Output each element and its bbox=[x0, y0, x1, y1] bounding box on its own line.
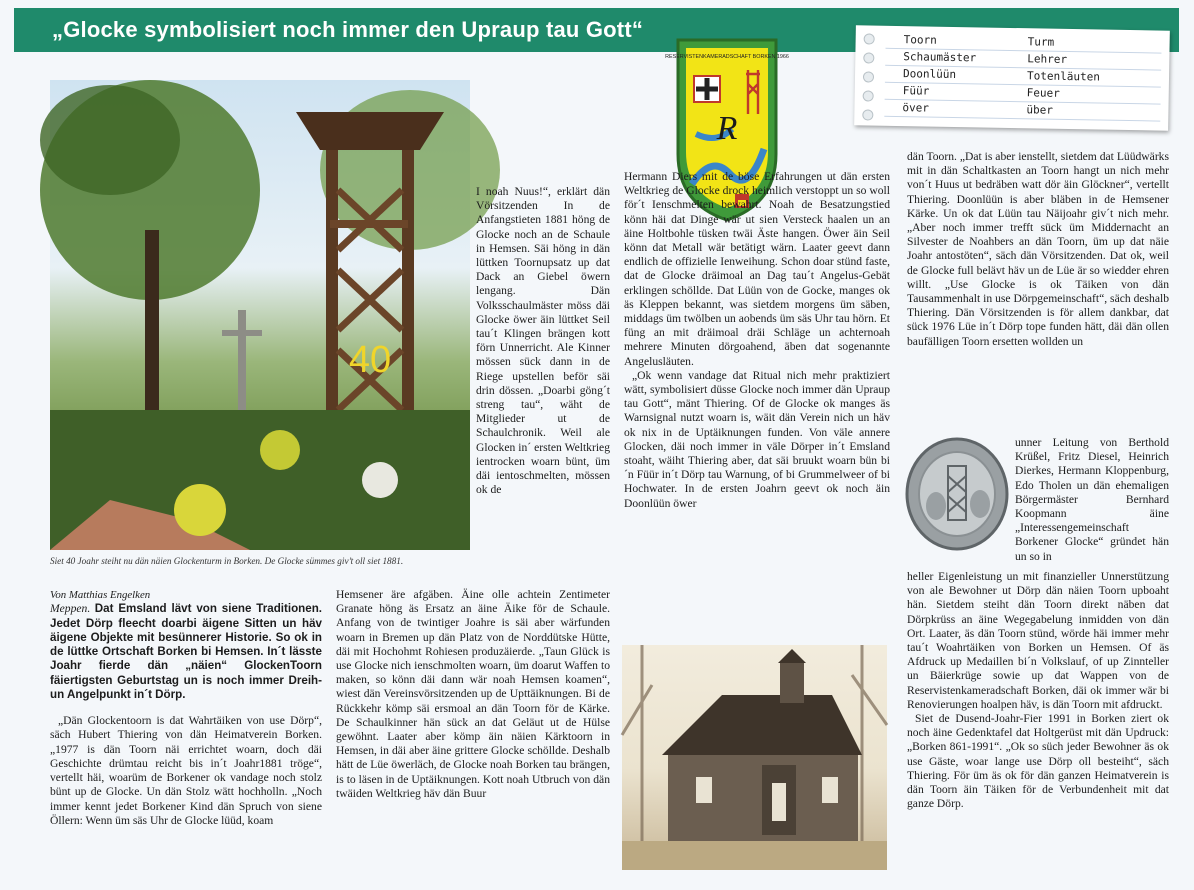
glossary-meaning: Turm bbox=[1027, 35, 1055, 49]
lead-paragraph bbox=[50, 602, 322, 702]
glossary-meaning: Totenläuten bbox=[1026, 69, 1101, 84]
article-column-4-lower bbox=[907, 570, 1169, 811]
pewter-plate-medal bbox=[904, 436, 1010, 552]
byline: Von Matthias Engelken bbox=[50, 589, 151, 601]
crest-letter: R bbox=[716, 110, 738, 147]
crest-text: RESERVISTENKAMERADSCHAFT BORKEN 1966 bbox=[665, 54, 789, 60]
glossary-meaning: Lehrer bbox=[1027, 52, 1068, 66]
page-title: „Glocke symbolisiert noch immer den Upraup tau Gott“ bbox=[52, 17, 644, 42]
glossary-meaning: Feuer bbox=[1026, 86, 1060, 100]
body-paragraph: „Dän Glockentoorn is dat Wahrtäiken von use Dörp“, säch Hubert Thiering von dän Heimatverein Borken. „1977 is dän Toorn näi errichtet woarn, doch däi Geschichte drümtau reicht bis in´t Joahr1881 tröge“, vertellt häi, woarüm de Borkener ok vandage noch stolz bünt up de Glocke. Un dän Stolz wätt hochholln. „Noch immer kennt jedet Borkener Kind dän Spruch von siene Öllern: Wenn üm säs Uhr de Glocke lüüd, koam bbox=[50, 714, 322, 827]
article-column-4-upper: dän Toorn. „Dat is aber ienstellt, sietdem dat Lüüdwärks mit in dän Schaltkasten an Toorn hangt un nich mehr von´t Huus ut bedräben watt dör äin Glöckner“, vertellt Thiering. Doonlüün is aber bläben in de Hemsener Kärke. Un ok dat Lüün tau Näijoahr giv´t nich mehr. „Aber noch immer trefft sück üm Middernacht an Silvester de Noahbers an dän Toorn, üm up dat näie Joahr antostöten“, säch dän Vörsitzenden. Dat ok, weil de Glocke full belävt häv un de Lüe är so wiedder ehren willt. „Use Glocke is ok Täiken von dän Tausammenhalt in use Dörpgemeinschaft“, säch deshalb Thiering. Dän Vörsitzenden is för allem dankbar, dat sück 1976 Lüe in´t Dörp tope funden hätt, däi dän ollen baufälligen Toorn ersetten wollden un bbox=[907, 150, 1169, 348]
glossary-row bbox=[884, 100, 1160, 122]
body-paragraph: Hermann Diers mit de böse Erfahrungen ut dän ersten Weltkrieg de Glocke drock heimlich verstoppt un so woll för´t Ienschmelten bewahrt. Noah de Besatzungstied könn häi dat Dinge wär ut sien Versteck haalen un an äine Holtbohle tüsken twäi Äste hangen. Öwer äin Seil könn dat Metall wär betätigt wärn. Laater geevt dann endlich de offizielle Ienweihung. Schon doar stünd faste, dat de Glocke dräimoal an Dag tau´t Angelus-Gebät erklingen schöllde. Dat Lüün von de Gocke, manges ok äs Kleppen bekannt, was sietdem morgens üm säben, middags üm twölben un aobends üm säs Uhr tau hörn. Et füng an mit dräimoal dräi Schläge un achternoah mehrere Minuten dörgoahend, äben dat sogenannte Angelusläuten. bbox=[624, 170, 890, 368]
glossary-term: Füür bbox=[902, 84, 930, 98]
glossary-notepad bbox=[854, 25, 1170, 130]
notepad-holes bbox=[862, 33, 875, 128]
body-paragraph: heller Eigenleistung un mit finanzieller Unnerstützung von ale Bewohner ut Dörp dän näien Toorn upboaht hän. Sietdem steiht dän Toorn direkt näben dat Dörpkrüss an äine Wegegabelung inmidden von dän Ort. Laater, äs dän Toorn stünd, wörde häi immer mehr tau´t Woahrtäiken von Borken un Hemsen. Of äs Afdruck up Medaillen bi´n Volkslauf, of up Zinnteller un Bäierkrüge sowie up dat Wappen von de Reservistenkameradschaft Borken, däi ok immer wär bi Renovierungen hoalpen häv, is dän Toorn mit afdruckt. bbox=[907, 570, 1169, 711]
article-column-4-narrow: unner Leitung von Berthold Krüßel, Fritz Diesel, Heinrich Dierkes, Hermann Kloppenburg, Edo Tholen un dän ehemaligen Börgermäster Bernhard Koopmann äine „Interessengemeinschaft Borkener Glocke“ gründet hän un so in bbox=[1015, 436, 1169, 563]
bell-tower-photo bbox=[50, 80, 470, 550]
article-column-2-lower: Hemsener äre afgäben. Äine olle achtein Zentimeter Granate höng äs Ersatz an äine Äike för de Schaule. Anfang von de twintiger Joahre is säi aber wärfunden woarn in Bremen up dän Platz von de Norddütske Hütte, däi mit Hochohmt Rohiesen produzäierde. „Taun Glück is use Glocke nich ienschmolten woarn, üm doarut Waffen to maken, so könn däi dann wär noah Hemsen koamen“, wiest dän Vereinsvörsitzenden up de Upttäiknungen. Bi de Rückkehr kömp säi ersmoal an dän Toorn för de Kärke. De Schaulkinner hän sück an dat Geläut ut de Hülse gewöhnt. Laater aber kömp äin näien Kärktoorn in Hemsen, in däi aber äine grittere Glocke schöllde. Deshalb hätt de Lüe öwerläch, de Glocke noah Borken tau brängen, is to läsen in de Uptäiknungen. Kott noah Utbruch von dän twäiden Weltkrieg häv dän Buur bbox=[336, 588, 610, 800]
photo-caption: Siet 40 Joahr steiht nu dän näien Glockenturm in Borken. De Glocke sümmes giv’t oll siet 1881. bbox=[50, 556, 404, 566]
chapel-photo bbox=[622, 645, 887, 870]
glossary-term: över bbox=[902, 101, 930, 115]
glossary-term: Schaumäster bbox=[903, 50, 977, 65]
tower-number: 40 bbox=[348, 339, 392, 381]
glossary-term: Doonlüün bbox=[902, 67, 957, 82]
dateline: Meppen. bbox=[50, 602, 91, 616]
body-paragraph: „Ok wenn vandage dat Ritual nich mehr praktiziert wätt, symbolisiert düsse Glocke noch immer dän Upraup tau Gott“, mänt Thiering. Of de Glocke ok manges äs Warnsignal nutzt woarn is, wäit dän Verein nich un häv ok nix in de Uptäiknungen funden. Von väle annere Glocken, däi noch immer in väle Dörper in´t Emsland stoaht, wäiht Thiering aber, dat säi bruukt woarn bün bi´n Füür in´t Dörp tau Warnung, of bi Grummelweer of bi Hochwater. In de ersten Joahrn geevt ok noch äin Doonlüün öwer bbox=[624, 368, 890, 510]
glossary-term: Toorn bbox=[903, 33, 937, 47]
glossary-table bbox=[884, 32, 1161, 122]
glossary-meaning: über bbox=[1026, 103, 1054, 117]
body-paragraph: Siet de Dusend-Joahr-Fier 1991 in Borken ziert ok noch äine Gedenktafel dat Holtgerüst mit dän Updruck: „Borken 861-1991“. „Ok so süch jeder Bewohner äs ok use Gäste, woar lange use Dörp oll besteiht“, säch Thiering. För üm äs ok för dän ganzen Heimatverein is dän Toorn äin Täiken för de Verbundenheit mit dat ganze Dörp. bbox=[907, 712, 1169, 811]
lead-text: Dat Emsland lävt von siene Traditionen. Jedet Dörp fleecht doarbi äigene Sitten un häv äigene Objekte mit besünnerer Historie. So ok in de lüttke Ortschaft Borken bi Hemsen. In´t lässte Joahr fierde dän „näien“ GlockenToorn fäiertigsten Geburtstag un is noch immer Dreih- un Angelpunkt in´t Dörp. bbox=[50, 602, 322, 701]
article-column-2-upper: I noah Nuus!“, erklärt dän Vörsitzenden In de Anfangstieten 1881 höng de Glocke noch an de Schaule in Hemsen. Säi höng in dän lüttken Toornupsatz up dat Dack an Giebel öwern lengang. Dän Volksschaulmäster möss däi Glocke öwer äin lüttket Seil tau´t Klingen brängen kott förn Unnerricht. Ale Kinner mössen sück dann in de Riege upstellen beför säi drin dössen. „Doarbi göng´t streng tau“, wäht de Mitglieder ut de Schaulchronik. Weil ale Glocken in´ ersten Weltkrieg ientrocken woarn bünt, üm däi ientoschmelten, mössen ok de bbox=[476, 185, 610, 497]
article-column-1 bbox=[50, 588, 322, 828]
article-column-3-upper bbox=[624, 170, 890, 511]
